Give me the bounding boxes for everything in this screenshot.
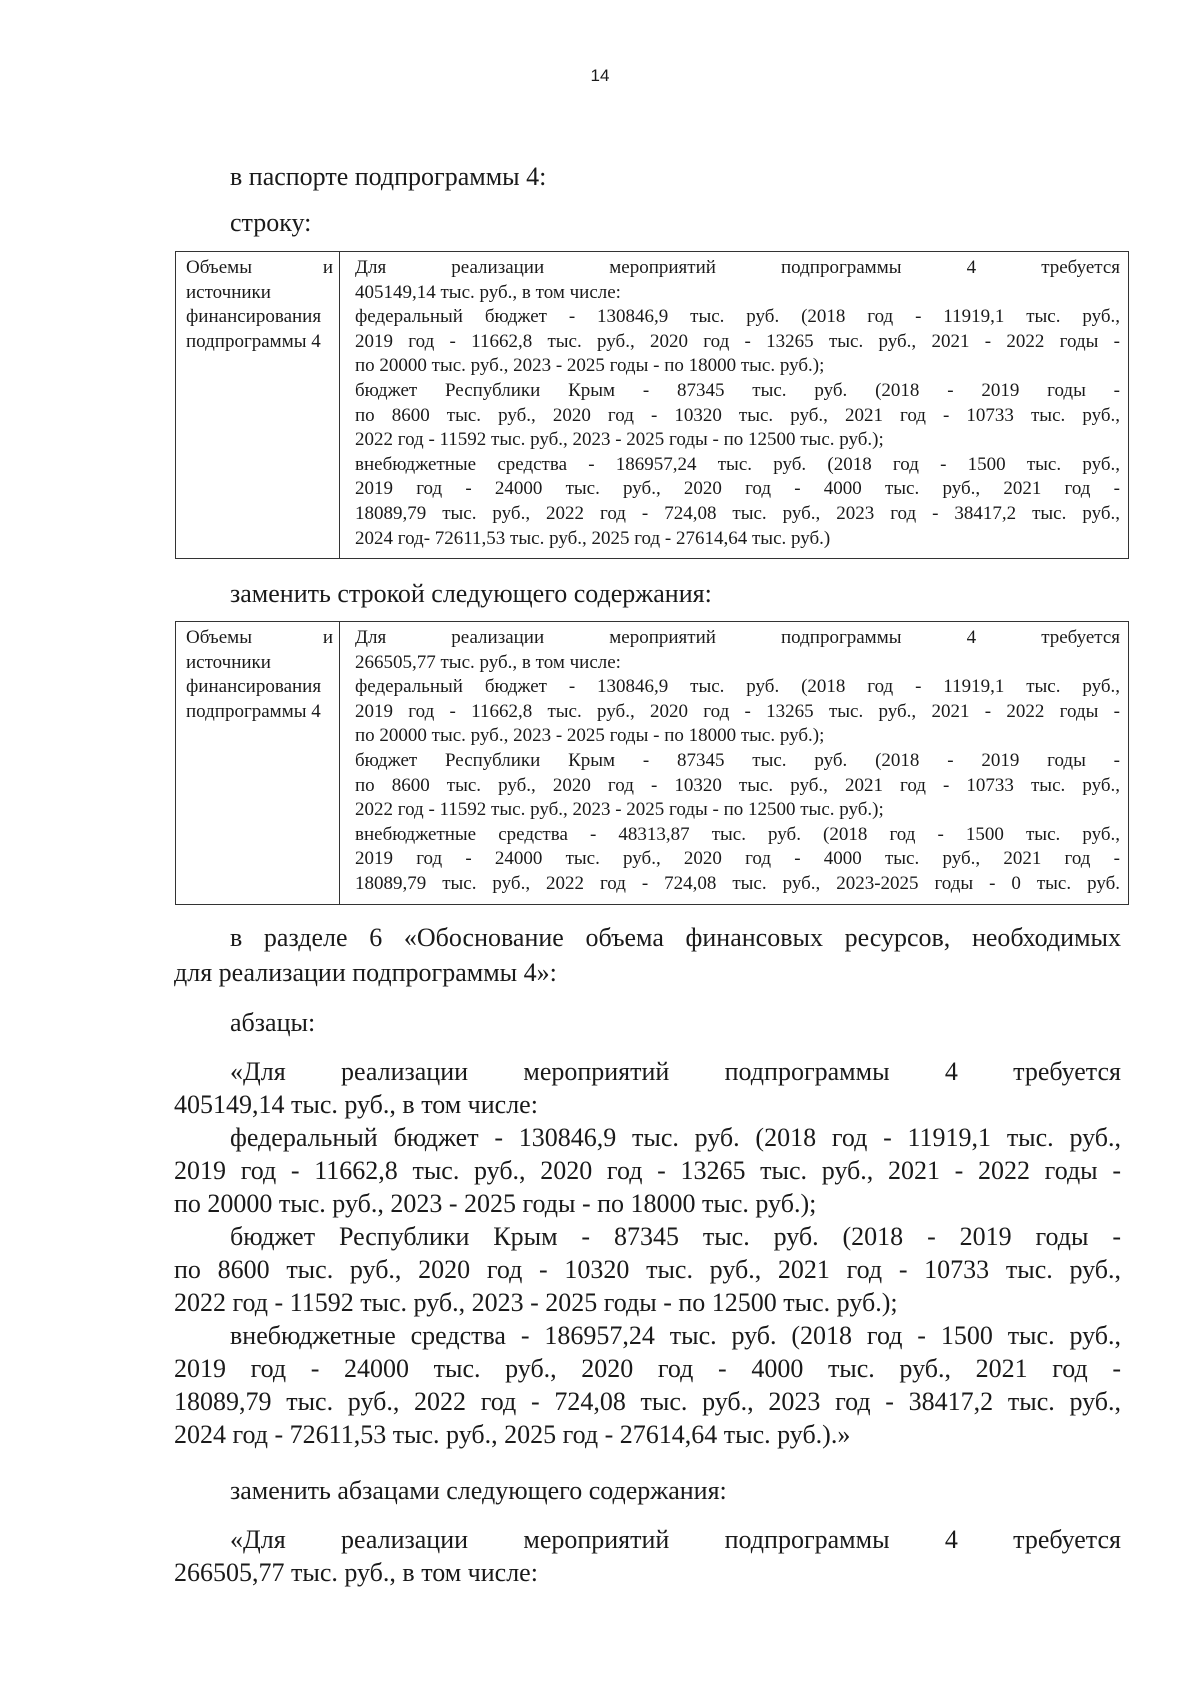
table-old-line: бюджет Республики Крым - 87345 тыс. руб. (2018 - 2019 годы -	[355, 379, 1120, 401]
table-old-line: 2024 год- 72611,53 тыс. руб., 2025 год - 27614,64 тыс. руб.)	[355, 527, 831, 549]
table-old	[175, 251, 1129, 559]
old-paragraph-line: «Для реализации мероприятий подпрограммы 4 требуется	[230, 1057, 1121, 1086]
table-new-line: бюджет Республики Крым - 87345 тыс. руб. (2018 - 2019 годы -	[355, 749, 1120, 771]
table-old-line: федеральный бюджет - 130846,9 тыс. руб. (2018 год - 11919,1 тыс. руб.,	[355, 306, 1120, 328]
old-paragraph-line: по 20000 тыс. руб., 2023 - 2025 годы - по 18000 тыс. руб.);	[174, 1189, 817, 1218]
table-old-line: 2019 год - 11662,8 тыс. руб., 2020 год - 13265 тыс. руб., 2021 - 2022 годы -	[355, 330, 1120, 352]
table-new-line: 2019 год - 24000 тыс. руб., 2020 год - 4000 тыс. руб., 2021 год -	[355, 848, 1120, 870]
table-new-col1-line: подпрограммы 4	[186, 700, 321, 722]
table-new-line: 2019 год - 11662,8 тыс. руб., 2020 год - 13265 тыс. руб., 2021 - 2022 годы -	[355, 700, 1120, 722]
old-paragraph-line: по 8600 тыс. руб., 2020 год - 10320 тыс. руб., 2021 год - 10733 тыс. руб.,	[174, 1255, 1121, 1284]
table-new-header-cell	[176, 622, 340, 904]
new-paragraph-line: 266505,77 тыс. руб., в том числе:	[174, 1558, 538, 1587]
row-label: строку:	[230, 208, 312, 237]
table-new-line: 2022 год - 11592 тыс. руб., 2023 - 2025 годы - по 12500 тыс. руб.);	[355, 799, 884, 821]
intro-text: в паспорте подпрограммы 4:	[230, 162, 547, 191]
old-paragraph-line: бюджет Республики Крым - 87345 тыс. руб. (2018 - 2019 годы -	[230, 1222, 1121, 1251]
table-new-line: по 8600 тыс. руб., 2020 год - 10320 тыс. руб., 2021 год - 10733 тыс. руб.,	[355, 774, 1120, 796]
table-new-col1-line: финансирования	[186, 676, 322, 698]
table-new-line: федеральный бюджет - 130846,9 тыс. руб. (2018 год - 11919,1 тыс. руб.,	[355, 676, 1120, 698]
old-paragraph-line: федеральный бюджет - 130846,9 тыс. руб. (2018 год - 11919,1 тыс. руб.,	[230, 1123, 1121, 1152]
table-old-line: по 20000 тыс. руб., 2023 - 2025 годы - по 18000 тыс. руб.);	[355, 355, 825, 377]
table-old-line: 2022 год - 11592 тыс. руб., 2023 - 2025 годы - по 12500 тыс. руб.);	[355, 429, 884, 451]
table-new-line: 18089,79 тыс. руб., 2022 год - 724,08 тыс. руб., 2023-2025 годы - 0 тыс. руб.	[355, 872, 1120, 894]
old-paragraph-line: 2024 год - 72611,53 тыс. руб., 2025 год - 27614,64 тыс. руб.).»	[174, 1420, 851, 1449]
table-old-line: 405149,14 тыс. руб., в том числе:	[355, 281, 621, 303]
table-new-col1-line: источники	[186, 651, 271, 673]
section-line: для реализации подпрограммы 4»:	[174, 958, 557, 987]
old-paragraph-line: 2019 год - 24000 тыс. руб., 2020 год - 4000 тыс. руб., 2021 год -	[174, 1354, 1121, 1383]
table-old-line: внебюджетные средства - 186957,24 тыс. руб. (2018 год - 1500 тыс. руб.,	[355, 453, 1120, 475]
paragraphs-label: абзацы:	[230, 1008, 316, 1037]
table-new-line: Для реализации мероприятий подпрограммы 4 требуется	[355, 627, 1120, 648]
table-old-line: 2019 год - 24000 тыс. руб., 2020 год - 4000 тыс. руб., 2021 год -	[355, 478, 1120, 500]
table-old-header-cell	[176, 252, 340, 558]
table-old-col1-line: финансирования	[186, 306, 322, 328]
old-paragraph-line: 2019 год - 11662,8 тыс. руб., 2020 год - 13265 тыс. руб., 2021 - 2022 годы -	[174, 1156, 1121, 1185]
table-new-line: внебюджетные средства - 48313,87 тыс. руб. (2018 год - 1500 тыс. руб.,	[355, 823, 1120, 845]
old-paragraph-line: внебюджетные средства - 186957,24 тыс. руб. (2018 год - 1500 тыс. руб.,	[230, 1321, 1121, 1350]
table-old-line: 18089,79 тыс. руб., 2022 год - 724,08 тыс. руб., 2023 год - 38417,2 тыс. руб.,	[355, 502, 1120, 524]
old-paragraph-line: 405149,14 тыс. руб., в том числе:	[174, 1090, 538, 1119]
table-old-content-cell	[340, 252, 1128, 558]
table-new-content-cell	[340, 622, 1128, 904]
replace-row-label: заменить строкой следующего содержания:	[230, 579, 712, 608]
table-new-col1-line: Объемы и	[186, 627, 333, 648]
table-old-line: по 8600 тыс. руб., 2020 год - 10320 тыс. руб., 2021 год - 10733 тыс. руб.,	[355, 404, 1120, 426]
old-paragraph-line: 18089,79 тыс. руб., 2022 год - 724,08 тыс. руб., 2023 год - 38417,2 тыс. руб.,	[174, 1387, 1121, 1416]
table-new-line: 266505,77 тыс. руб., в том числе:	[355, 651, 621, 673]
table-old-col1-line: Объемы и	[186, 257, 333, 278]
table-old-line: Для реализации мероприятий подпрограммы 4 требуется	[355, 257, 1120, 278]
page-number: 14	[590, 66, 610, 85]
table-old-col1-line: подпрограммы 4	[186, 330, 321, 352]
old-paragraph-line: 2022 год - 11592 тыс. руб., 2023 - 2025 годы - по 12500 тыс. руб.);	[174, 1288, 898, 1317]
replace-paragraphs-label: заменить абзацами следующего содержания:	[230, 1476, 727, 1505]
table-old-col1-line: источники	[186, 281, 271, 303]
section-line: в разделе 6 «Обоснование объема финансовых ресурсов, необходимых	[230, 923, 1121, 952]
new-paragraph-line: «Для реализации мероприятий подпрограммы 4 требуется	[230, 1525, 1121, 1554]
table-new-line: по 20000 тыс. руб., 2023 - 2025 годы - по 18000 тыс. руб.);	[355, 725, 825, 747]
table-new	[175, 621, 1129, 905]
